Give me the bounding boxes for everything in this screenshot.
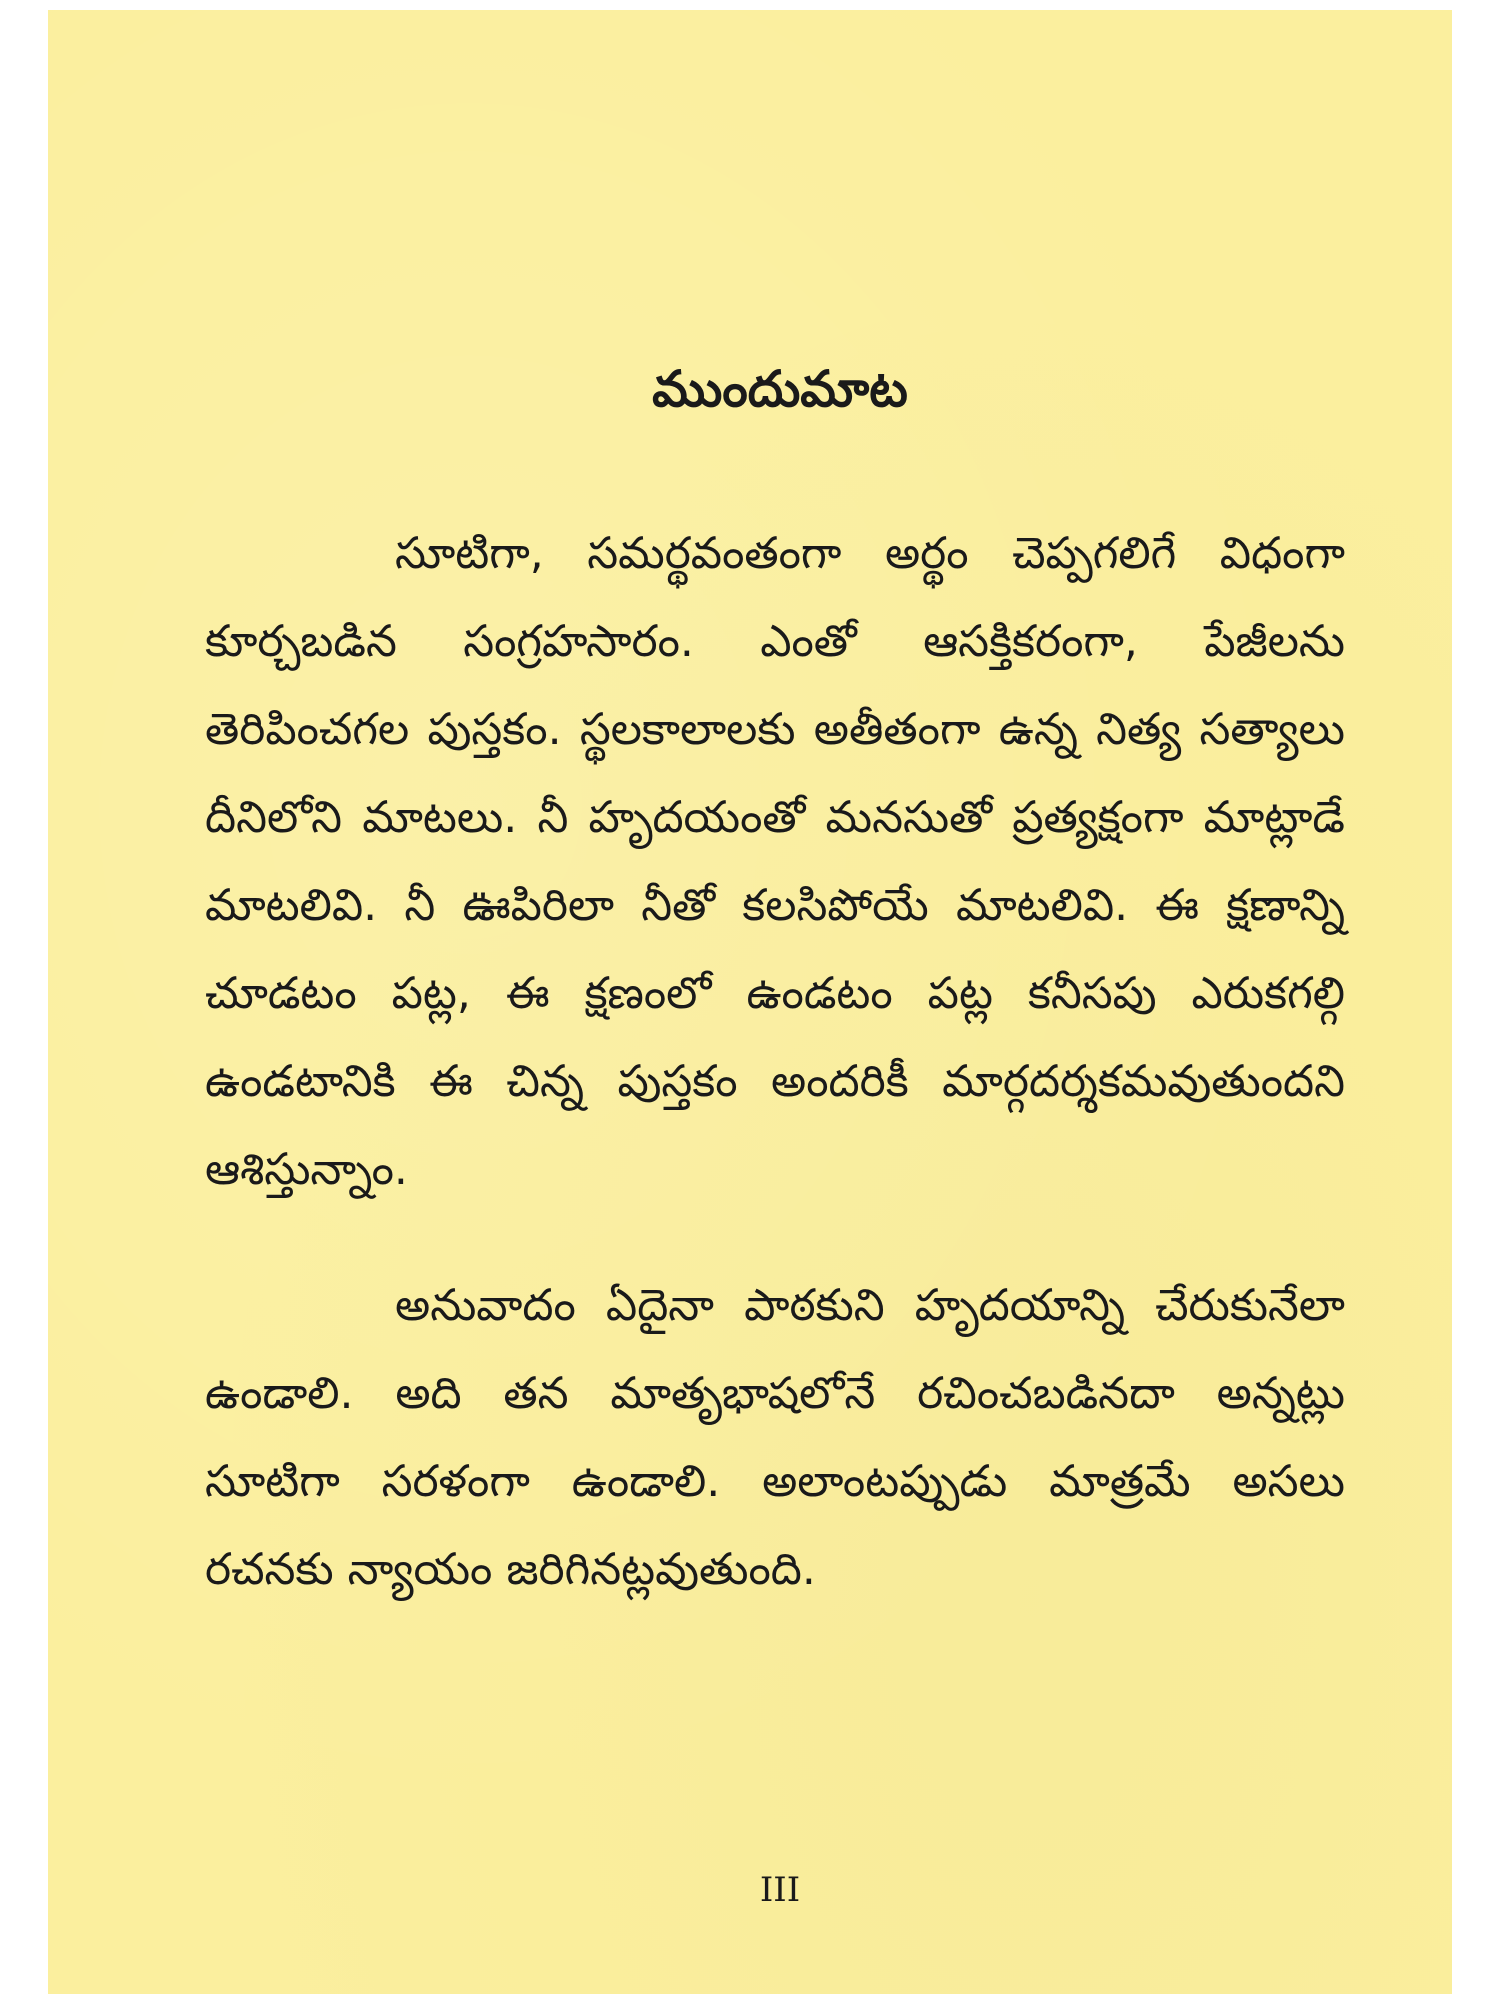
paragraph-1: సూటిగా, సమర్థవంతంగా అర్థం చెప్పగలిగే విధంగా కూర్చబడిన సంగ్రహసారం. ఎంతో ఆసక్తికరంగా, పేజీలను తెరిపించగల పుస్తకం. స్థలకాలాలకు అతీతంగా ఉన్న నిత్య సత్యాలు దీనిలోని మాటలు. నీ హృదయంతో మనసుతో ప్రత్యక్షంగా మాట్లాడే మాటలివి. నీ ఊపిరిలా నీతో కలసిపోయే మాటలివి. ఈ క్షణాన్ని చూడటం పట్ల, ఈ క్షణంలో ఉండటం పట్ల కనీసపు ఎరుకగల్గి ఉండటానికి ఈ చిన్న పుస్తకం అందరికీ మార్గదర్శకమవుతుందని ఆశిస్తున్నాం. — [205, 528, 1345, 1195]
page-title: ముందుమాట — [652, 360, 908, 418]
paragraph-2: అనువాదం ఏదైనా పాఠకుని హృదయాన్ని చేరుకునేలా ఉండాలి. అది తన మాతృభాషలోనే రచించబడినదా అన్నట్లు సూటిగా సరళంగా ఉండాలి. అలాంటప్పుడు మాత్రమే అసలు రచనకు న్యాయం జరిగినట్లవుతుంది. — [205, 1280, 1345, 1595]
page-number: III — [759, 1870, 801, 1910]
